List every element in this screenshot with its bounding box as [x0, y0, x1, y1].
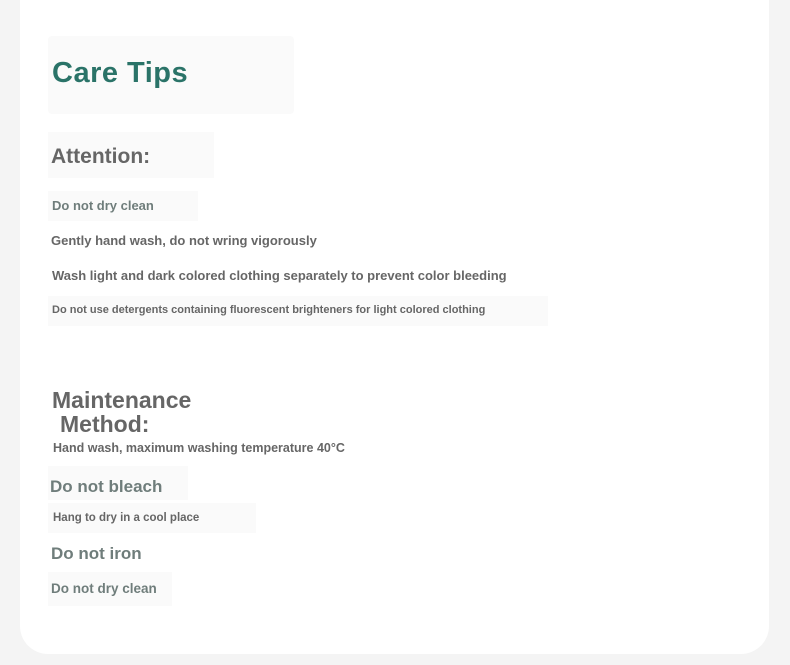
attention-item-hand-wash: Gently hand wash, do not wring vigorously — [51, 233, 317, 248]
attention-item-wash-separately: Wash light and dark colored clothing separately to prevent color bleeding — [52, 268, 507, 283]
maintenance-item-hand-wash: Hand wash, maximum washing temperature 40°C — [53, 441, 345, 455]
attention-item-no-dry-clean: Do not dry clean — [52, 198, 154, 213]
maintenance-item-no-iron: Do not iron — [51, 544, 142, 563]
page-title: Care Tips — [52, 57, 189, 89]
maintenance-item-no-bleach: Do not bleach — [50, 477, 163, 496]
attention-heading: Attention: — [51, 145, 151, 168]
maintenance-heading-line2: Method: — [60, 411, 150, 437]
maintenance-item-hang-dry: Hang to dry in a cool place — [53, 512, 200, 524]
maintenance-item-no-dry-clean: Do not dry clean — [51, 581, 157, 596]
maintenance-heading-line1: Maintenance — [52, 387, 192, 413]
attention-item-no-brighteners: Do not use detergents containing fluorescent brighteners for light colored clothing — [52, 304, 486, 316]
